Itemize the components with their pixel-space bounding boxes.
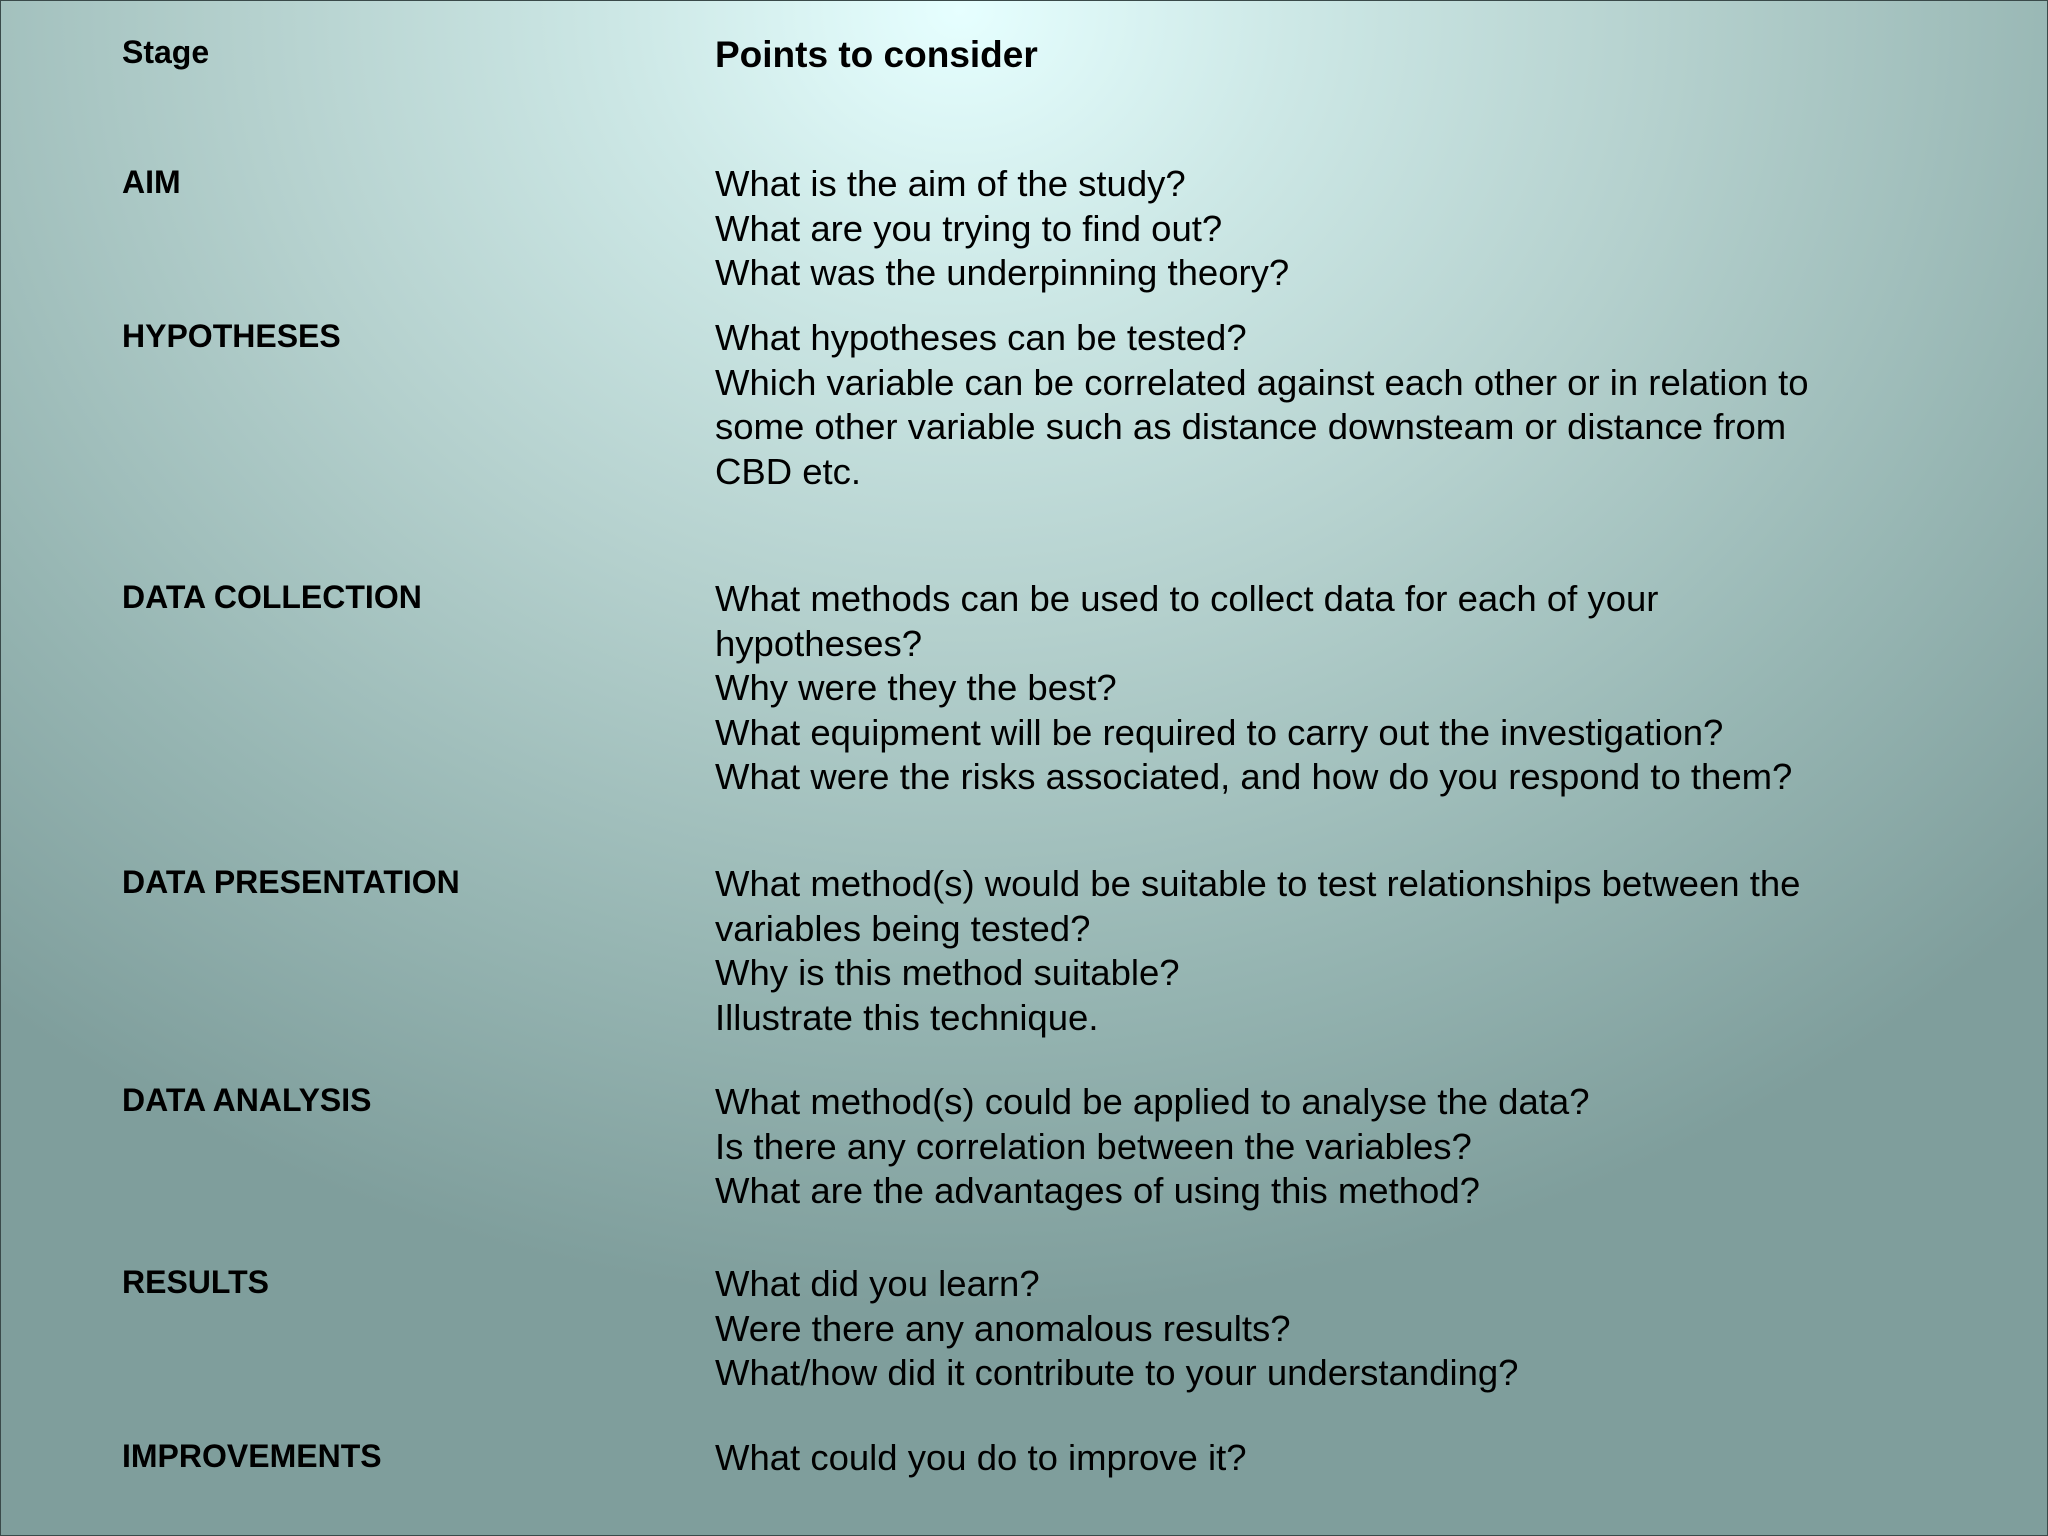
stage-results: RESULTS [122, 1264, 269, 1300]
point-line: What were the risks associated, and how do you respond to them? [715, 756, 1793, 798]
point-line: Were there any anomalous results? [715, 1307, 1291, 1349]
stage-aim: AIM [122, 164, 181, 200]
points-data-presentation [715, 862, 2015, 1040]
points-improvements [715, 1436, 2015, 1481]
point-line: Why is this method suitable? [715, 952, 1180, 994]
stage-data-presentation: DATA PRESENTATION [122, 864, 460, 900]
point-line: What/how did it contribute to your understanding? [715, 1352, 1519, 1394]
point-line: Is there any correlation between the variables? [715, 1125, 1472, 1167]
points-data-analysis [715, 1080, 2015, 1214]
point-line: What method(s) could be applied to analyse the data? [715, 1081, 1590, 1122]
point-line: What was the underpinning theory? [715, 252, 1290, 294]
point-line: Which variable can be correlated against each other or in relation to [715, 361, 1809, 403]
points-aim [715, 162, 2015, 296]
stage-data-collection: DATA COLLECTION [122, 579, 422, 615]
point-line: hypotheses? [715, 622, 922, 664]
point-line: What method(s) would be suitable to test relationships between the [715, 863, 1801, 904]
point-line: What could you do to improve it? [715, 1437, 1247, 1478]
points-results [715, 1262, 2015, 1396]
point-line: What are the advantages of using this method? [715, 1170, 1480, 1212]
stage-data-analysis: DATA ANALYSIS [122, 1082, 372, 1118]
point-line: What methods can be used to collect data for each of your [715, 578, 1659, 619]
point-line: CBD etc. [715, 450, 862, 492]
stage-hypotheses: HYPOTHESES [122, 318, 341, 354]
point-line: What are you trying to find out? [715, 207, 1223, 249]
point-line: What is the aim of the study? [715, 163, 1186, 204]
points-column-header: Points to consider [715, 34, 1038, 75]
point-line: What hypotheses can be tested? [715, 317, 1247, 358]
stage-column-header: Stage [122, 34, 210, 70]
point-line: Illustrate this technique. [715, 996, 1099, 1038]
points-hypotheses [715, 316, 2015, 494]
point-line: some other variable such as distance downsteam or distance from [715, 406, 1787, 448]
point-line: What did you learn? [715, 1263, 1040, 1304]
stage-improvements: IMPROVEMENTS [122, 1438, 382, 1474]
point-line: variables being tested? [715, 907, 1091, 949]
points-data-collection [715, 577, 2015, 800]
point-line: What equipment will be required to carry out the investigation? [715, 711, 1724, 753]
point-line: Why were they the best? [715, 667, 1117, 709]
